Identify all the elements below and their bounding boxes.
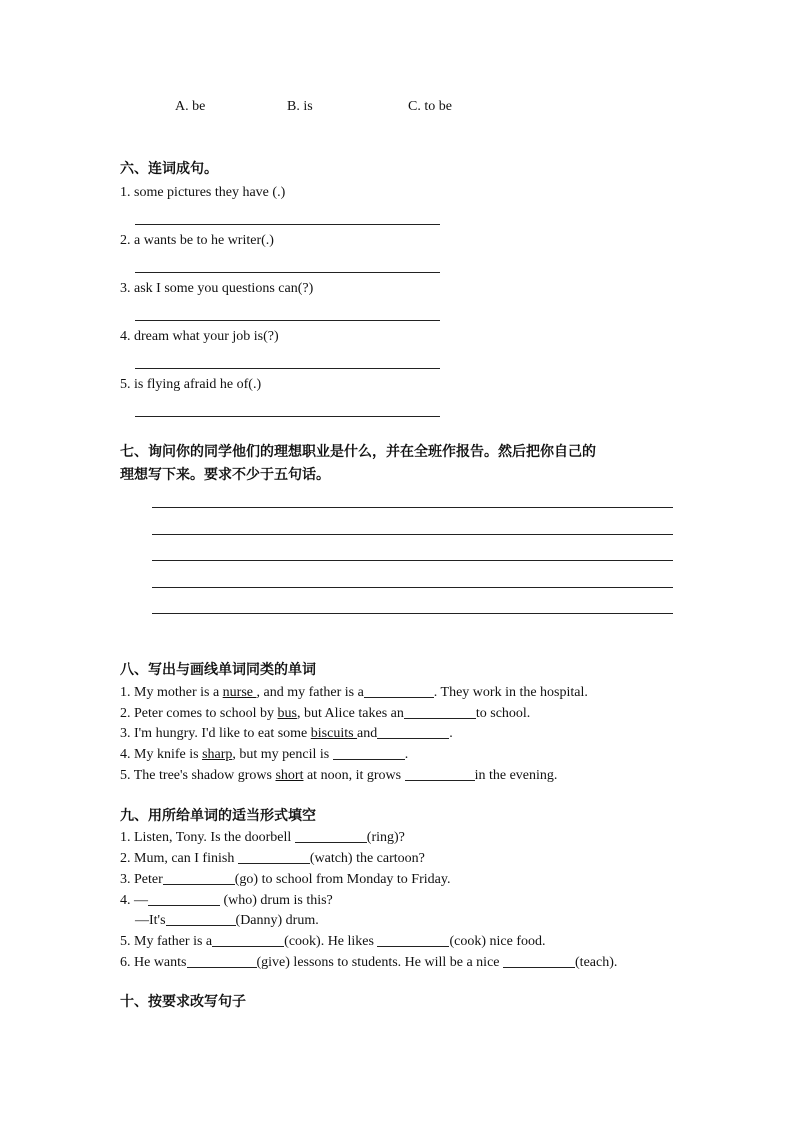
section8-q4: 4. My knife is sharp, but my pencil is . xyxy=(120,747,409,762)
option-c: C. to be xyxy=(408,99,452,114)
section8-title: 八、写出与画线单词同类的单词 xyxy=(120,662,316,678)
blank[interactable] xyxy=(333,745,405,760)
blank[interactable] xyxy=(163,870,235,885)
writing-line-4[interactable] xyxy=(152,587,673,588)
section9-q3: 3. Peter (go) to school from Monday to Friday. xyxy=(120,872,451,887)
option-b: B. is xyxy=(287,99,313,114)
section8-q1: 1. My mother is a nurse , and my father is a . They work in the hospital. xyxy=(120,685,588,700)
section6-item-3: 3. ask I some you questions can(?) xyxy=(120,281,314,296)
underlined-word: bus xyxy=(277,706,297,721)
section7-title-line2: 理想写下来。要求不少于五句话。 xyxy=(120,467,330,483)
blank[interactable] xyxy=(166,911,236,926)
section9-q1: 1. Listen, Tony. Is the doorbell (ring)? xyxy=(120,830,405,845)
writing-line-1[interactable] xyxy=(152,507,673,508)
underlined-word: sharp xyxy=(202,747,233,762)
section10-title: 十、按要求改写句子 xyxy=(120,994,246,1010)
blank[interactable] xyxy=(405,766,475,781)
answer-line-6-3[interactable] xyxy=(135,320,440,321)
blank[interactable] xyxy=(238,849,310,864)
section6-title: 六、连词成句。 xyxy=(120,161,218,177)
section9-q4b: —It's (Danny) drum. xyxy=(135,913,319,928)
blank[interactable] xyxy=(503,953,575,968)
section8-q3: 3. I'm hungry. I'd like to eat some biscuits and . xyxy=(120,726,453,741)
blank[interactable] xyxy=(148,891,220,906)
underlined-word: short xyxy=(275,768,304,783)
section9-q2: 2. Mum, can I finish (watch) the cartoon? xyxy=(120,851,425,866)
section6-item-5: 5. is flying afraid he of(.) xyxy=(120,377,262,392)
section8-q2: 2. Peter comes to school by bus, but Alice takes an to school. xyxy=(120,706,531,721)
option-a: A. be xyxy=(175,99,206,114)
section6-item-2: 2. a wants be to he writer(.) xyxy=(120,233,274,248)
blank[interactable] xyxy=(377,932,449,947)
section6-item-4: 4. dream what your job is(?) xyxy=(120,329,279,344)
section8-q5: 5. The tree's shadow grows short at noon, it grows in the evening. xyxy=(120,768,558,783)
blank[interactable] xyxy=(187,953,257,968)
section9-title: 九、用所给单词的适当形式填空 xyxy=(120,808,316,824)
section9-q6: 6. He wants (give) lessons to students. He will be a nice (teach). xyxy=(120,955,618,970)
section9-q4a: 4. — (who) drum is this? xyxy=(120,893,333,908)
blank[interactable] xyxy=(404,704,476,719)
writing-line-3[interactable] xyxy=(152,560,673,561)
blank[interactable] xyxy=(364,683,434,698)
underlined-word: biscuits xyxy=(310,726,358,741)
blank[interactable] xyxy=(377,724,449,739)
answer-line-6-1[interactable] xyxy=(135,224,440,225)
answer-line-6-4[interactable] xyxy=(135,368,440,369)
writing-line-5[interactable] xyxy=(152,613,673,614)
writing-line-2[interactable] xyxy=(152,534,673,535)
blank[interactable] xyxy=(295,828,367,843)
section9-q5: 5. My father is a (cook). He likes (cook) nice food. xyxy=(120,934,546,949)
underlined-word: nurse xyxy=(222,685,257,700)
section7-title-line1: 七、询问你的同学他们的理想职业是什么，并在全班作报告。然后把你自己的 xyxy=(120,444,596,460)
section6-item-1: 1. some pictures they have (.) xyxy=(120,185,286,200)
answer-line-6-2[interactable] xyxy=(135,272,440,273)
answer-line-6-5[interactable] xyxy=(135,416,440,417)
blank[interactable] xyxy=(212,932,284,947)
